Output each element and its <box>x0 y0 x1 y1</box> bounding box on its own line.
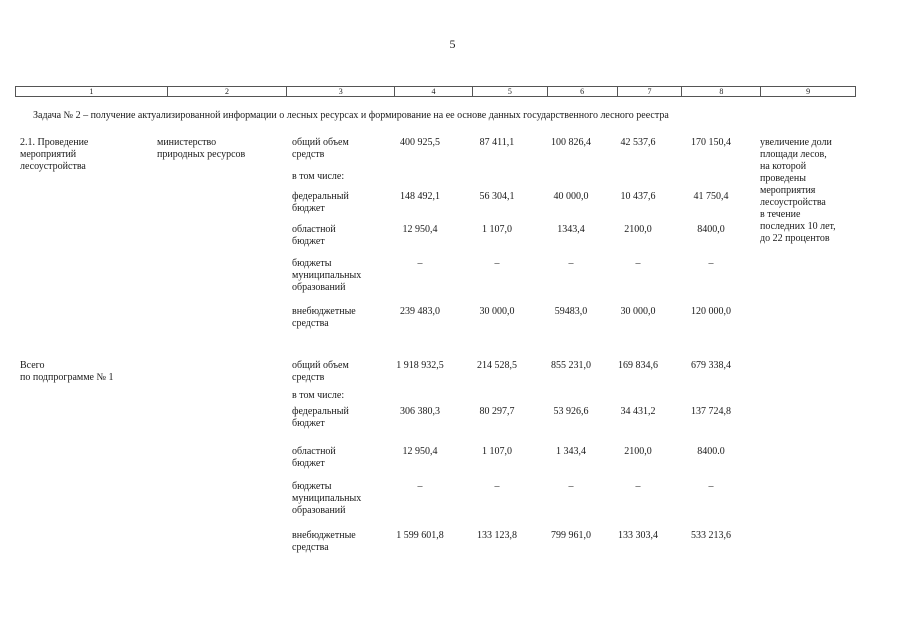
funding-label-municipal <box>292 481 361 517</box>
value-cell: 12 950,4 <box>402 224 438 235</box>
value-cell: 53 926,6 <box>553 406 589 417</box>
expected-result <box>760 137 836 245</box>
funding-label-line: бюджет <box>292 236 325 247</box>
value-cell: 214 528,5 <box>477 360 517 371</box>
value-cell: – <box>494 481 500 492</box>
value-cell: 1343,4 <box>557 224 585 235</box>
value-cell: 59483,0 <box>554 306 588 317</box>
value-cell: 306 380,3 <box>400 406 440 417</box>
funding-label-line: областной <box>292 446 336 457</box>
result-line: лесоустройства <box>760 197 826 208</box>
value-cell: 169 834,6 <box>618 360 658 371</box>
funding-label-including: в том числе: <box>292 390 345 401</box>
value-cell: 100 826,4 <box>551 137 591 148</box>
activity-name-line: лесоустройства <box>20 161 86 172</box>
value-cell: 137 724,8 <box>691 406 731 417</box>
result-line: последних 10 лет, <box>760 221 836 232</box>
funding-label-line: внебюджетные <box>292 306 356 317</box>
value-cell: 56 304,1 <box>479 191 515 202</box>
result-line: в течение <box>760 209 801 220</box>
funding-label-line: средств <box>292 149 325 160</box>
column-number: 3 <box>287 87 395 96</box>
total-name-line: Всего <box>20 360 45 371</box>
funding-label-line: федеральный <box>292 406 349 417</box>
funding-label-total <box>292 360 349 384</box>
value-cell: 8400,0 <box>697 224 725 235</box>
result-line: проведены <box>760 173 806 184</box>
value-cell: 133 303,4 <box>618 530 658 541</box>
value-cell: – <box>635 258 641 269</box>
value-cell: 2100,0 <box>624 224 652 235</box>
value-cell: 8400.0 <box>697 446 725 457</box>
funding-label-line: федеральный <box>292 191 349 202</box>
value-cell: – <box>708 258 714 269</box>
column-number: 9 <box>806 87 811 96</box>
funding-label-line: муниципальных <box>292 270 362 281</box>
value-cell: 40 000,0 <box>553 191 589 202</box>
value-cell: – <box>568 258 574 269</box>
value-cell: 400 925,5 <box>400 137 440 148</box>
value-cell: 170 150,4 <box>691 137 731 148</box>
activity-name-line: 2.1. Проведение <box>20 137 89 148</box>
value-cell: 34 431,2 <box>620 406 656 417</box>
funding-label-line: общий объем <box>292 360 349 371</box>
activity-name <box>20 137 88 173</box>
funding-label-line: бюджет <box>292 203 325 214</box>
funding-label-line: бюджеты <box>292 258 332 269</box>
executor <box>157 137 245 161</box>
funding-label-federal <box>292 406 349 430</box>
value-cell: 1 107,0 <box>482 446 512 457</box>
executor-line: природных ресурсов <box>157 149 246 160</box>
value-cell: 42 537,6 <box>620 137 656 148</box>
value-cell: – <box>708 481 714 492</box>
value-cell: 80 297,7 <box>479 406 515 417</box>
funding-label-extrabudgetary <box>292 306 356 330</box>
result-line: увеличение доли <box>760 137 832 148</box>
funding-label-line: средств <box>292 372 325 383</box>
funding-label-line: образований <box>292 282 346 293</box>
column-number: 6 <box>548 87 618 96</box>
executor-line: министерство <box>157 137 217 148</box>
total-name-line: по подпрограмме № 1 <box>20 372 114 383</box>
value-cell: 87 411,1 <box>479 137 515 148</box>
value-cell: 120 000,0 <box>691 306 731 317</box>
value-cell: – <box>417 258 423 269</box>
funding-label-line: средства <box>292 318 329 329</box>
page-number: 5 <box>449 37 456 51</box>
funding-label-extrabudgetary <box>292 530 356 554</box>
value-cell: 1 107,0 <box>482 224 512 235</box>
result-line: до 22 процентов <box>760 233 830 244</box>
funding-label-line: областной <box>292 224 336 235</box>
column-number: 7 <box>618 87 683 96</box>
column-number: 2 <box>168 87 288 96</box>
funding-label-line: средства <box>292 542 329 553</box>
value-cell: 41 750,4 <box>693 191 729 202</box>
funding-label-line: внебюджетные <box>292 530 356 541</box>
column-number: 8 <box>682 87 761 96</box>
value-cell: 10 437,6 <box>620 191 656 202</box>
funding-label-line: образований <box>292 505 346 516</box>
value-cell: 133 123,8 <box>477 530 517 541</box>
funding-label-federal <box>292 191 349 215</box>
column-number-header <box>15 86 856 97</box>
value-cell: – <box>417 481 423 492</box>
value-cell: 239 483,0 <box>400 306 440 317</box>
funding-label-regional <box>292 224 336 248</box>
column-number: 5 <box>473 87 548 96</box>
result-line: площади лесов, <box>760 149 827 160</box>
funding-label-line: бюджет <box>292 458 325 469</box>
funding-label-regional <box>292 446 336 470</box>
value-cell: 12 950,4 <box>402 446 438 457</box>
funding-label-line: бюджет <box>292 418 325 429</box>
funding-label-including: в том числе: <box>292 171 345 182</box>
value-cell: – <box>494 258 500 269</box>
column-number: 1 <box>16 87 168 96</box>
value-cell: – <box>635 481 641 492</box>
activity-name-line: мероприятий <box>20 149 77 160</box>
value-cell: 148 492,1 <box>400 191 440 202</box>
funding-label-line: общий объем <box>292 137 349 148</box>
value-cell: 1 918 932,5 <box>396 360 444 371</box>
value-cell: 1 599 601,8 <box>396 530 444 541</box>
value-cell: 30 000,0 <box>479 306 515 317</box>
result-line: на которой <box>760 161 807 172</box>
funding-label-municipal <box>292 258 361 294</box>
total-name <box>20 360 114 384</box>
result-line: мероприятия <box>760 185 816 196</box>
funding-label-line: бюджеты <box>292 481 332 492</box>
value-cell: 30 000,0 <box>620 306 656 317</box>
funding-label-total <box>292 137 349 161</box>
value-cell: 2100,0 <box>624 446 652 457</box>
value-cell: 799 961,0 <box>551 530 591 541</box>
value-cell: 1 343,4 <box>556 446 586 457</box>
value-cell: 855 231,0 <box>551 360 591 371</box>
task-title: Задача № 2 – получение актуализированной информации о лесных ресурсах и формирование на ее основе данных государственного лесного реестра <box>33 110 669 121</box>
funding-label-line: муниципальных <box>292 493 362 504</box>
column-number: 4 <box>395 87 473 96</box>
value-cell: 679 338,4 <box>691 360 731 371</box>
value-cell: 533 213,6 <box>691 530 731 541</box>
value-cell: – <box>568 481 574 492</box>
